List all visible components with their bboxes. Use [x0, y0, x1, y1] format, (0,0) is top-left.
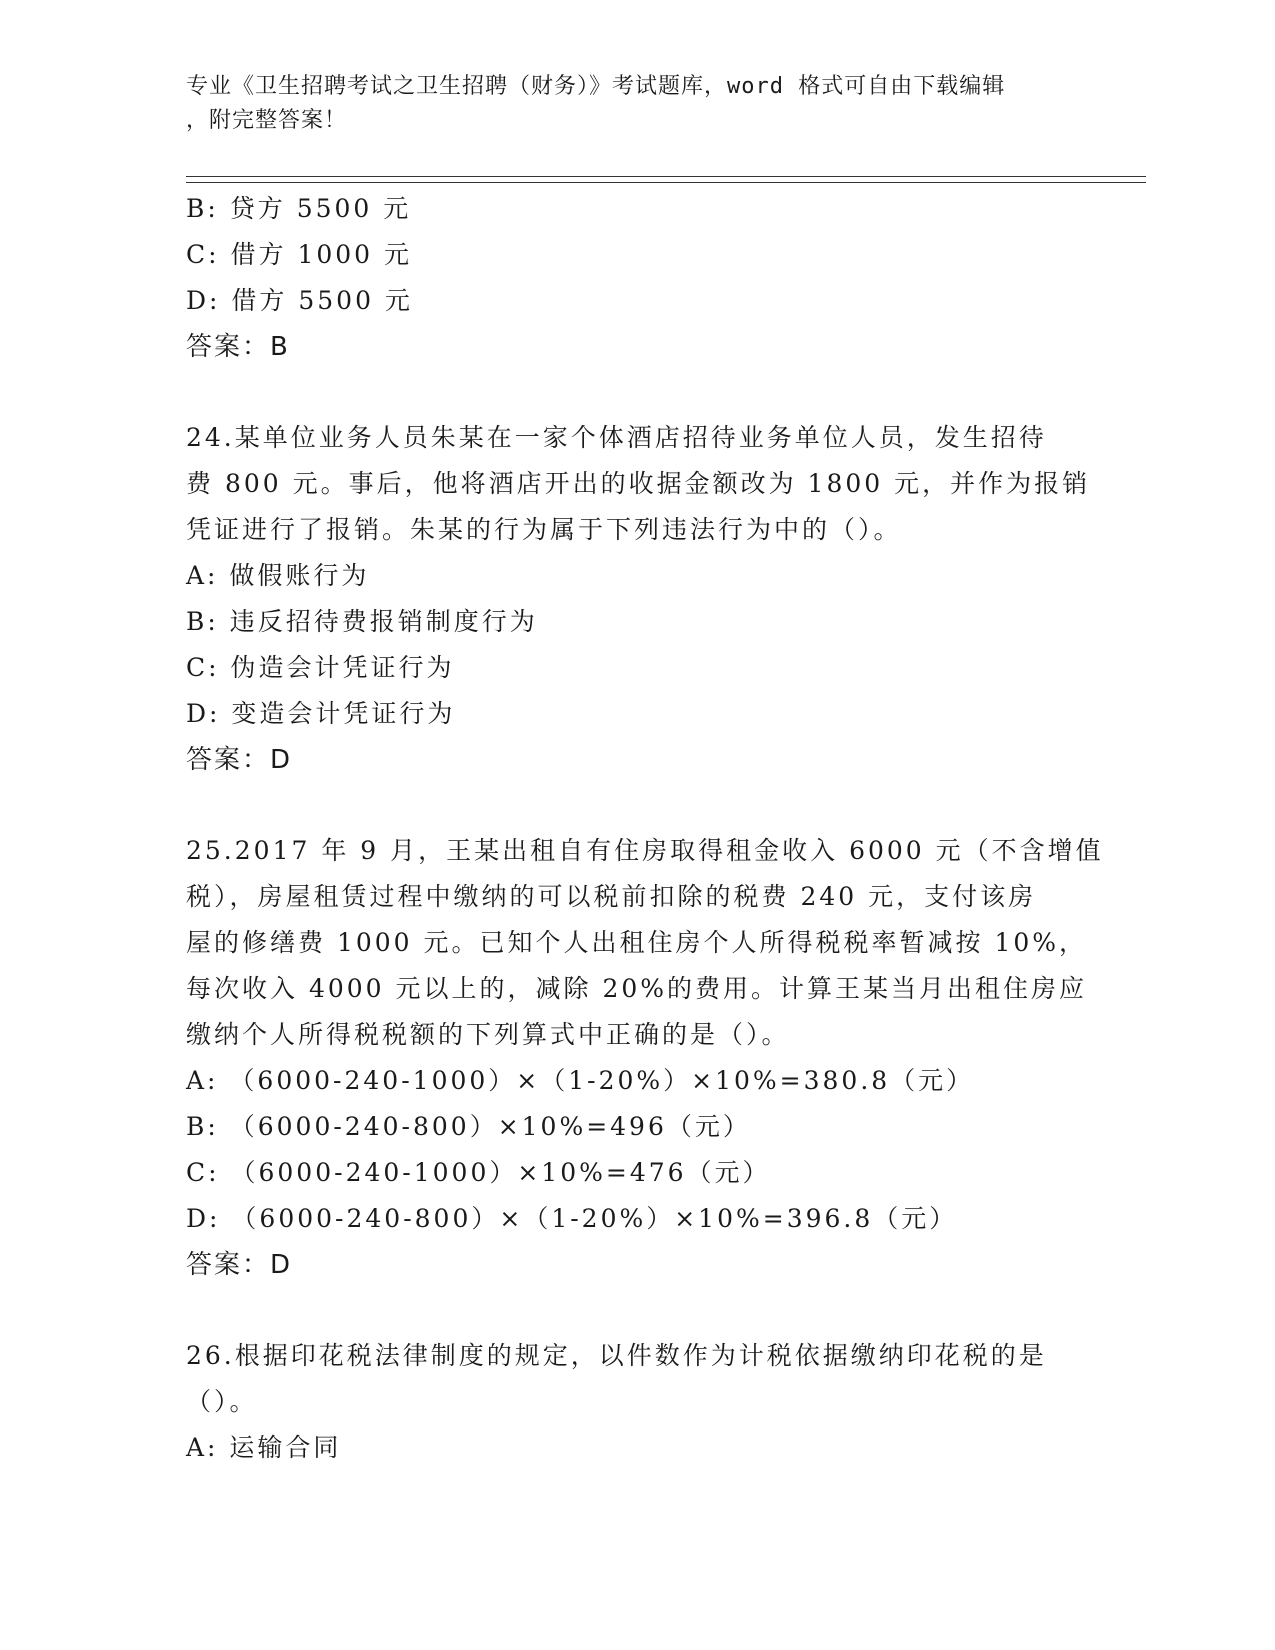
- question-text-line: （）。: [186, 1387, 258, 1416]
- header-double-rule: [186, 176, 1146, 183]
- option-a: A: 做假账行为: [186, 561, 370, 590]
- option-a: A: （6000-240-1000）×（1-20%）×10%=380.8（元）: [186, 1066, 975, 1095]
- option-b: B: 违反招待费报销制度行为: [186, 607, 538, 636]
- header-line-1: 专业《卫生招聘考试之卫生招聘（财务）》考试题库，word 格式可自由下载编辑: [186, 74, 1006, 99]
- question-26: [186, 1333, 1086, 1471]
- option-d: D: 变造会计凭证行为: [186, 699, 456, 728]
- question-text-line: 费 800 元。事后，他将酒店开出的收据金额改为 1800 元，并作为报销: [186, 469, 1091, 498]
- question-25: [186, 828, 1104, 1288]
- question-text-line: 24.某单位业务人员朱某在一家个体酒店招待业务单位人员，发生招待: [186, 423, 1047, 452]
- option-c: C: 借方 1000 元: [186, 240, 413, 269]
- question-text-line: 凭证进行了报销。朱某的行为属于下列违法行为中的（）。: [186, 515, 902, 544]
- question-text-line: 每次收入 4000 元以上的，减除 20%的费用。计算王某当月出租住房应: [186, 974, 1088, 1003]
- question-text-line: 缴纳个人所得税税额的下列算式中正确的是（）。: [186, 1020, 790, 1049]
- header-line-2: ，附完整答案！: [186, 108, 348, 133]
- question-text-line: 屋的修缮费 1000 元。已知个人出租住房个人所得税税率暂减按 10%，: [186, 928, 1088, 957]
- answer-line: 答案：B: [186, 332, 290, 362]
- question-24: [186, 415, 1091, 783]
- question-23-tail: [186, 186, 1086, 370]
- answer-line: 答案：D: [186, 745, 293, 775]
- option-a: A: 运输合同: [186, 1433, 342, 1462]
- option-b: B: （6000-240-800）×10%=496（元）: [186, 1112, 751, 1141]
- option-d: D: （6000-240-800）×（1-20%）×10%=396.8（元）: [186, 1204, 958, 1233]
- question-text-line: 25.2017 年 9 月，王某出租自有住房取得租金收入 6000 元（不含增值: [186, 836, 1104, 865]
- question-content: [186, 186, 1104, 1471]
- option-d: D: 借方 5500 元: [186, 286, 413, 315]
- option-c: C: （6000-240-1000）×10%=476（元）: [186, 1158, 771, 1187]
- option-b: B: 贷方 5500 元: [186, 194, 412, 223]
- answer-line: 答案：D: [186, 1250, 293, 1280]
- question-text-line: 26.根据印花税法律制度的规定，以件数作为计税依据缴纳印花税的是: [186, 1341, 1047, 1370]
- question-text-line: 税），房屋租赁过程中缴纳的可以税前扣除的税费 240 元，支付该房: [186, 882, 1037, 911]
- option-c: C: 伪造会计凭证行为: [186, 653, 455, 682]
- document-header: [186, 70, 1066, 138]
